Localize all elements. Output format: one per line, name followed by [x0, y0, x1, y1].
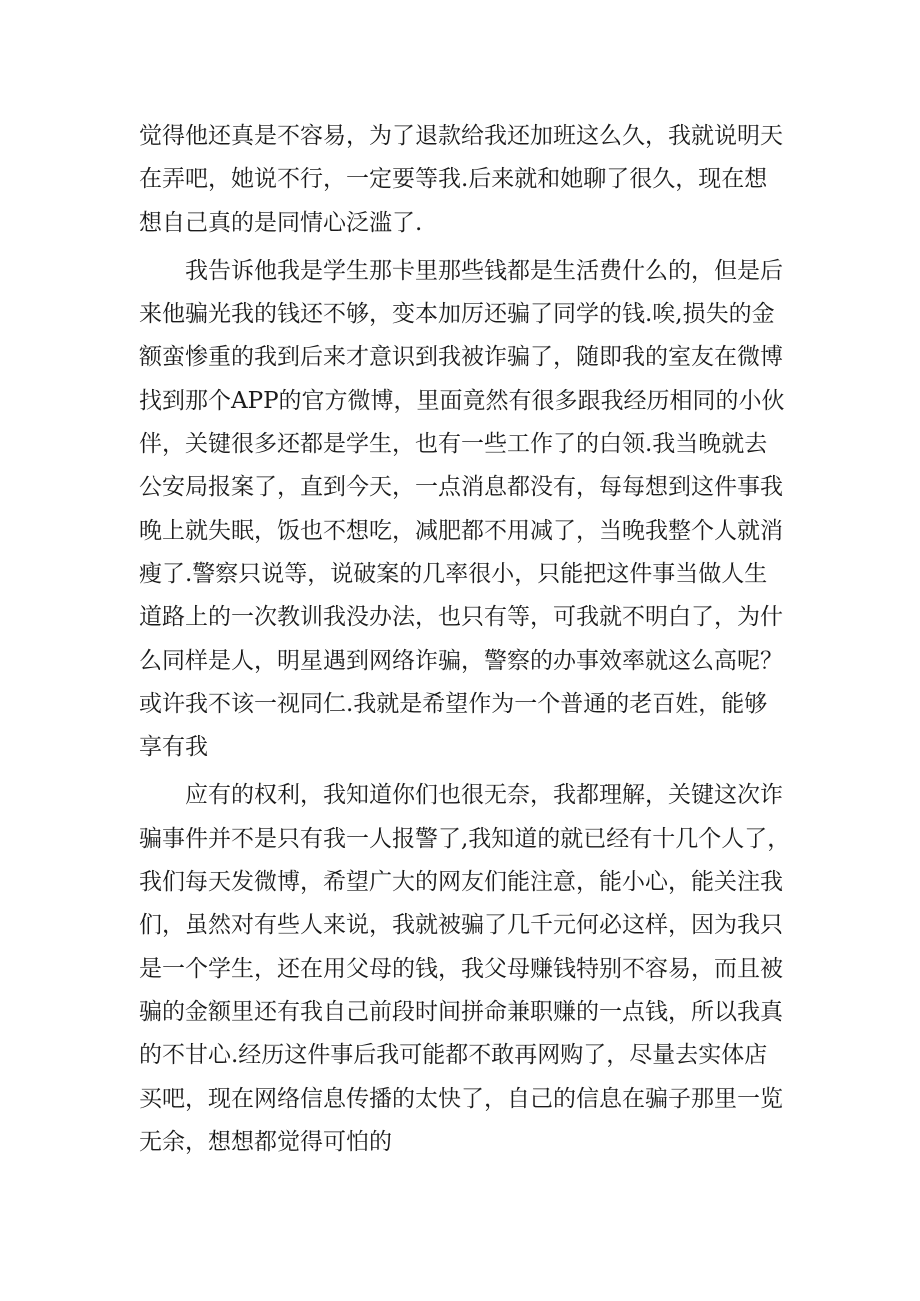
text-line: 骗的金额里还有我自己前段时间拼命兼职赚的一点钱，所以我真	[139, 998, 783, 1025]
paragraph-2	[139, 250, 829, 770]
text-line: 想自己真的是同情心泛滥了.	[139, 209, 423, 236]
text-line: 额蛮惨重的我到后来才意识到我被诈骗了，随即我的室友在微博	[139, 344, 783, 371]
text-line: 公安局报案了，直到今天，一点消息都没有，每每想到这件事我	[139, 474, 783, 501]
text-line: 骗事件并不是只有我一人报警了,我知道的就已经有十几个人了，	[139, 825, 791, 852]
text-line: 或许我不该一视同仁.我就是希望作为一个普通的老百姓，能够	[139, 690, 768, 717]
text-line: 找到那个APP的官方微博，里面竟然有很多跟我经历相同的小伙	[139, 387, 785, 414]
text-line: 瘦了.警察只说等，说破案的几率很小，只能把这件事当做人生	[139, 560, 768, 587]
text-line: 在弄吧，她说不行，一定要等我.后来就和她聊了很久，现在想	[139, 166, 768, 193]
text-line: 么同样是人，明星遇到网络诈骗，警察的办事效率就这么高呢？	[139, 647, 783, 674]
text-line: 无余，想想都觉得可怕的	[139, 1128, 392, 1155]
text-line: 觉得他还真是不容易，为了退款给我还加班这么久，我就说明天	[139, 123, 783, 149]
text-line: 我们每天发微博，希望广大的网友们能注意，能小心，能关注我	[139, 869, 783, 896]
text-line: 的不甘心.经历这件事后我可能都不敢再网购了，尽量去实体店	[139, 1042, 768, 1069]
text-line: 享有我	[139, 734, 208, 761]
text-line: 伴，关键很多还都是学生，也有一些工作了的白领.我当晚就去	[139, 431, 768, 458]
text-line: 我告诉他我是学生那卡里那些钱都是生活费什么的，但是后	[185, 257, 783, 284]
paragraph-3	[139, 774, 829, 1164]
text-line: 晚上就失眠，饭也不想吃，减肥都不用减了，当晚我整个人就消	[139, 517, 783, 544]
text-line: 是一个学生，还在用父母的钱，我父母赚钱特别不容易，而且被	[139, 955, 783, 982]
text-line: 买吧，现在网络信息传播的太快了，自己的信息在骗子那里一览	[139, 1085, 783, 1112]
text-line: 们，虽然对有些人来说，我就被骗了几千元何必这样，因为我只	[139, 912, 783, 939]
text-line: 应有的权利，我知道你们也很无奈，我都理解，关键这次诈	[185, 782, 783, 809]
text-line: 道路上的一次教训我没办法，也只有等，可我就不明白了，为什	[139, 604, 783, 631]
text-line: 来他骗光我的钱还不够，变本加厉还骗了同学的钱.唉,损失的金	[139, 301, 775, 328]
paragraph-1	[139, 115, 829, 245]
document-body	[139, 115, 829, 1164]
